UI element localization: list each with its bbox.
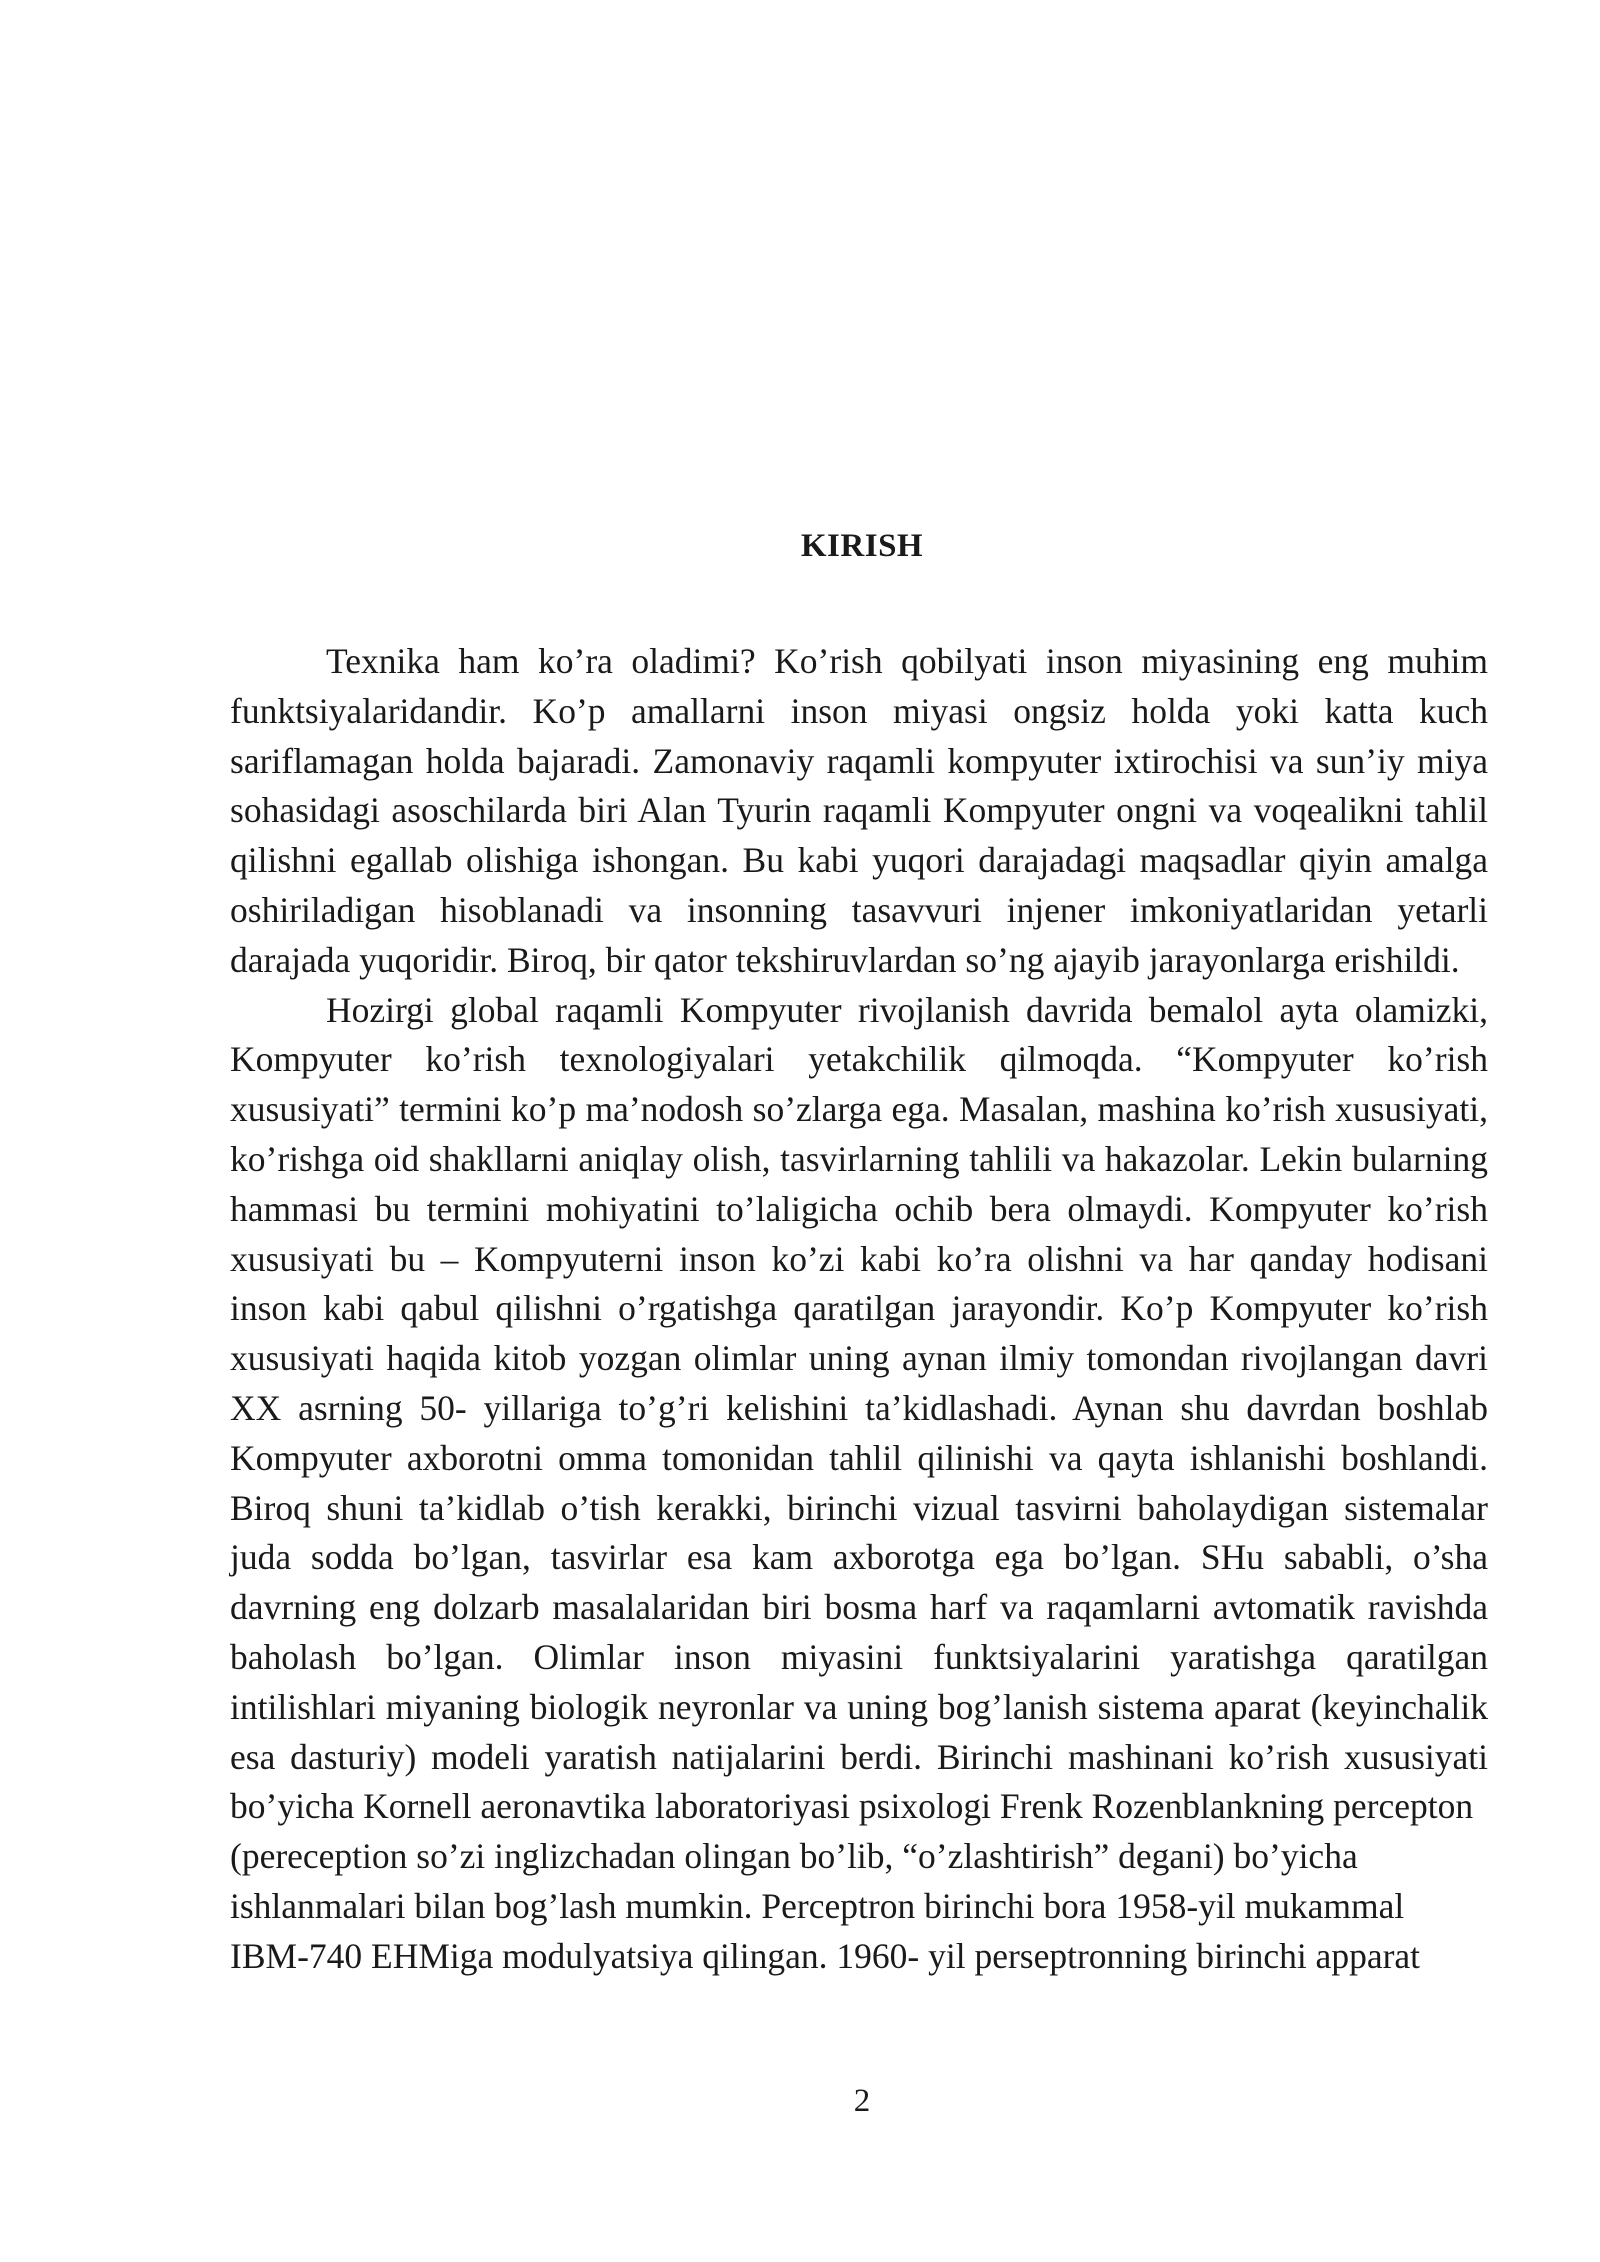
paragraph-perceptron: (pereception so’zi inglizchadan olingan bo’lib, “o’zlashtirish” degani) bo’yicha ishlanmalari bilan bog’lash mumkin. Perceptron birinchi bora 1958-yil mukammal IBM-740 EHMiga modulyatsiya qilingan. 1960- yil perseptronning birinchi apparat — [230, 1836, 1421, 1976]
paragraph-history: Hozirgi global raqamli Kompyuter rivojlanish davrida bemalol ayta olamizki, Kompyuter ko’rish texnologiyalari yetakchilik qilmoqda. “Kompyuter ko’rish xususiyati” termini ko’p ma’nodosh so’zlarga ega. Masalan, mashina ko’rish xususiyati, ko’rishga oid shakllarni aniqlay olish, tasvirlarning tahlili va hakazolar. Lekin bularning hammasi bu termini mohiyatini to’laligicha ochib bera olmaydi. Kompyuter ko’rish xususiyati bu – Kompyuterni inson ko’zi kabi ko’ra olishni va har qanday hodisani inson kabi qabul qilishni o’rgatishga qaratilgan jarayondir. Ko’p Kompyuter ko’rish xususiyati haqida kitob yozgan olimlar uning aynan ilmiy tomondan rivojlangan davri XX asrning 50- yillariga to’g’ri kelishini ta’kidlashadi. Aynan shu davrdan boshlab Kompyuter axborotni omma tomonidan tahlil qilinishi va qayta ishlanishi boshlandi. Biroq shuni ta’kidlab o’tish kerakki, birinchi vizual tasvirni baholaydigan sistemalar juda sodda bo’lgan, tasvirlar esa kam axborotga ega bo’lgan. SHu sababli, o’sha davrning eng dolzarb masalalaridan biri bosma harf va raqamlarni avtomatik ravishda baholash bo’lgan. Olimlar inson miyasini funktsiyalarini yaratishga qaratilgan intilishlari miyaning biologik neyronlar va uning bog’lanish sistema aparat (keyinchalik esa dasturiy) modeli yaratish natijalarini berdi. Birinchi mashinani ko’rish xususiyati bo’yicha Kornell aeronavtika laboratoriyasi psixologi Frenk Rozenblankning percepton — [230, 989, 1488, 1827]
body-text — [230, 637, 1488, 1982]
section-heading: KIRISH — [800, 528, 924, 564]
paragraph-intro: Texnika ham ko’ra oladimi? Ko’rish qobilyati inson miyasining eng muhim funktsiyalaridandir. Ko’p amallarni inson miyasi ongsiz holda yoki katta kuch sariflamagan holda bajaradi. Zamonaviy raqamli kompyuter ixtirochisi va sun’iy miya sohasidagi asoschilarda biri Alan Tyurin raqamli Kompyuter ongni va voqealikni tahlil qilishni egallab olishiga ishongan. Bu kabi yuqori darajadagi maqsadlar qiyin amalga oshiriladigan hisoblanadi va insonning tasavvuri injener imkoniyatlaridan yetarli darajada yuqoridir. Biroq, bir qator tekshiruvlardan so’ng ajayib jarayonlarga erishildi. — [230, 641, 1488, 980]
page-number: 2 — [853, 2083, 871, 2119]
